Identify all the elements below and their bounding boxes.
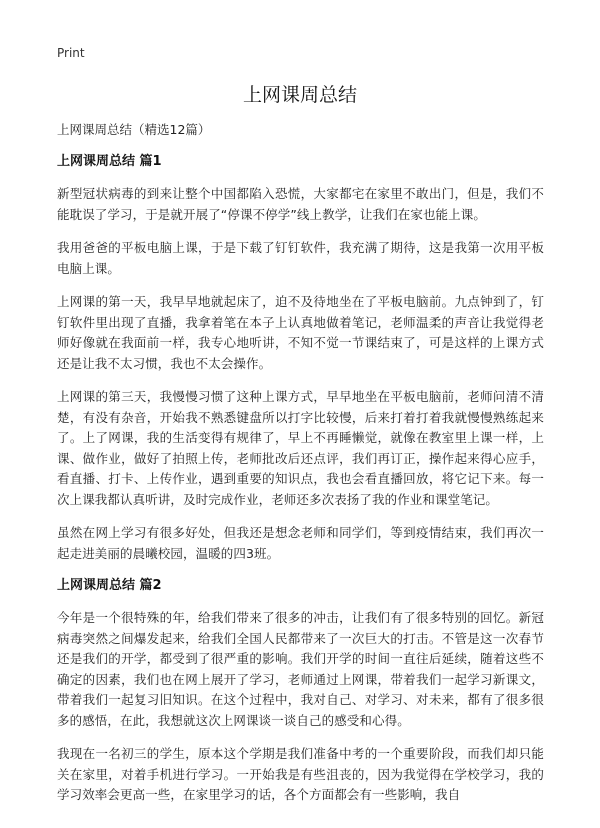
section-heading-2: 上网课周总结 篇2 bbox=[57, 578, 162, 593]
article-body bbox=[57, 121, 544, 819]
section-2-paragraph-1: 今年是一个很特殊的年，给我们带来了很多的冲击，让我们有了很多特别的回忆。新冠病毒突然之间爆发起来，给我们全国人民都带来了一次巨大的打击。不管是这一次春节还是我们的开学，都受到了很严重的影响。我们开学的时间一直往后延续，随着这些不确定的因素，我们也在网上展开了学习，老师通过上网课，带着我们一起学习新课文，带着我们一起复习旧知识。在这个过程中，我对自己、对学习、对未来，都有了很多很多的感悟，在此，我想就这次上网课谈一谈自己的感受和心得。 bbox=[57, 610, 544, 728]
section-1-paragraph-4: 上网课的第三天，我慢慢习惯了这种上课方式，早早地坐在平板电脑前，老师问清不清楚，有没有杂音，开始我不熟悉键盘所以打字比较慢，后来打着打着我就慢慢熟练起来了。上了网课，我的生活变得有规律了，早上不再睡懒觉，就像在教室里上课一样，上课、做作业，做好了拍照上传，老师批改后还点评，我们再订正，操作起来得心应手，看直播、打卡、上传作业，遇到重要的知识点，我也会看直播回放，将它记下来。每一次上课我都认真听讲，及时完成作业，老师还多次表扬了我的作业和课堂笔记。 bbox=[57, 389, 544, 507]
section-2-paragraph-2: 我现在一名初三的学生，原本这个学期是我们准备中考的一个重要阶段，而我们却只能关在家里，对着手机进行学习。一开始我是有些沮丧的，因为我觉得在学校学习，我的学习效率会更高一些，在家里学习的话，各个方面都会有一些影响，我自 bbox=[57, 746, 544, 802]
section-1-paragraph-1: 新型冠状病毒的到来让整个中国都陷入恐慌，大家都宅在家里不敢出门，但是，我们不能耽误了学习，于是就开展了“停课不停学”线上教学，让我们在家也能上课。 bbox=[57, 186, 544, 222]
section-1-paragraph-5: 虽然在网上学习有很多好处，但我还是想念老师和同学们，等到疫情结束，我们再次一起走进美丽的晨曦校园，温暖的四3班。 bbox=[57, 525, 544, 561]
print-link[interactable]: Print bbox=[57, 46, 85, 60]
page-title: 上网课周总结 bbox=[242, 84, 357, 106]
article-subtitle: 上网课周总结（精选12篇） bbox=[57, 122, 211, 137]
section-1-paragraph-2: 我用爸爸的平板电脑上课，于是下载了钉钉软件，我充满了期待，这是我第一次用平板电脑上课。 bbox=[57, 240, 544, 276]
section-heading-1: 上网课周总结 篇1 bbox=[57, 154, 162, 169]
section-1-paragraph-3: 上网课的第一天，我早早地就起床了，迫不及待地坐在了平板电脑前。九点钟到了，钉钉软件里出现了直播，我拿着笔在本子上认真地做着笔记，老师温柔的声音让我觉得老师好像就在我面前一样，我专心地听讲，不知不觉一节课结束了，可是这样的上课方式还是让我不太习惯，我也不太会操作。 bbox=[57, 294, 544, 371]
